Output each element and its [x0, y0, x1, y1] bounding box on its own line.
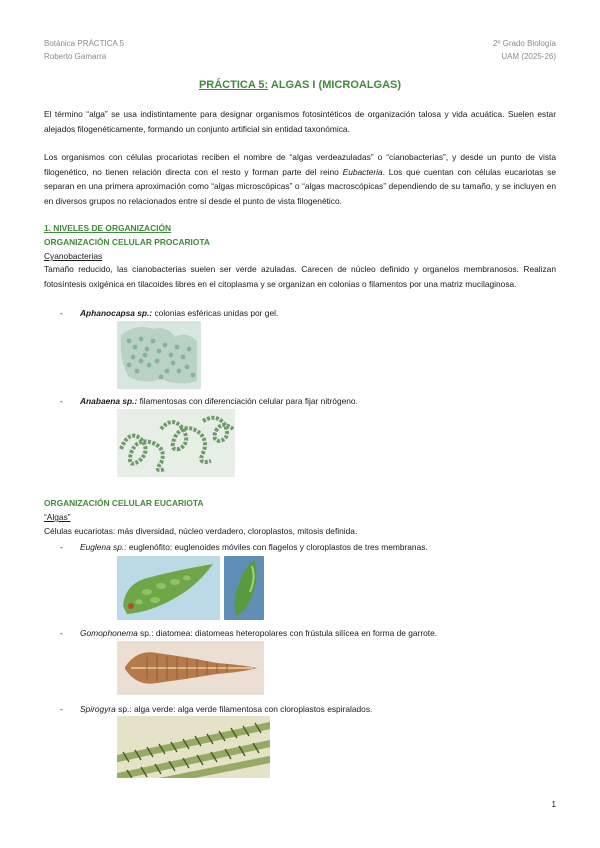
sub-cyanobacterias: Cyanobacterias: [44, 251, 103, 261]
species-desc: sp.: alga verde: alga verde filamentosa con cloroplastos espiralados.: [115, 704, 373, 714]
bullet-dash: -: [60, 308, 63, 318]
header-right: [493, 37, 556, 63]
species-name: Euglena sp.:: [80, 542, 127, 552]
title-prefix: PRÁCTICA 5:: [198, 79, 269, 91]
title-main: ALGAS I (MICROALGAS): [270, 79, 402, 91]
bullet-dash: -: [60, 704, 63, 714]
species-name: Gomophonema: [80, 628, 138, 638]
intro-p2-italic: Eubacteria: [342, 166, 383, 177]
sub-algas: “Algas”: [44, 512, 71, 522]
header-institution: UAM (2025-26): [501, 52, 556, 61]
list-item-anabaena: [60, 395, 358, 408]
page-title: [0, 79, 600, 91]
species-name: Aphanocapsa sp.:: [80, 308, 153, 318]
bullet-dash: -: [60, 396, 63, 406]
spirogyra-image: [117, 716, 270, 778]
anabaena-image: [117, 409, 235, 477]
header-grade: 2º Grado Biología: [493, 39, 556, 48]
gomophonema-image: [117, 641, 264, 695]
procariota-text: Tamaño reducido, las cianobacterias suelen ser verde azuladas. Carecen de núcleo definido y organelos membranosos. Realizan fotosíntesis oxigénica en tilacoides libres en el citoplasma y se organizan en colonias o filamentos por una matriz mucilaginosa.: [44, 264, 556, 289]
eucariota-text: Células eucariotas: más diversidad, núcleo verdadero, cloroplastos, mitosis definida.: [44, 526, 358, 536]
euglena-image-2: [224, 556, 264, 620]
species-desc: filamentosas con diferenciación celular para fijar nitrógeno.: [137, 396, 358, 406]
species-desc: sp.: diatomea: diatomeas heteropolares con frústula silícea en forma de garrote.: [137, 628, 438, 638]
aphanocapsa-image: [117, 321, 201, 389]
species-desc: euglenófito: euglenoides móviles con flagelos y cloroplastos de tres membranas.: [126, 542, 428, 552]
heading-eucariota: ORGANIZACIÓN CELULAR EUCARIOTA: [44, 498, 204, 508]
intro-paragraph-2: [44, 150, 556, 208]
header-author: Roberto Gamarra: [44, 52, 107, 61]
bullet-dash: -: [60, 628, 63, 638]
list-item-spirogyra: [60, 703, 372, 716]
species-desc: colonias esféricas unidas por gel.: [152, 308, 279, 318]
heading-procariota: ORGANIZACIÓN CELULAR PROCARIOTA: [44, 237, 210, 247]
intro-p2-text-b: . Los que cuentan con células eucariotas se separan en una primera aproximación como “algas microscópicas” o “algas macroscópicas” dependiendo de su tamaño, y se incluyen en en diversos grupos no relacionados entre sí desde el punto de vista filogenético.: [44, 166, 557, 206]
list-item-euglena: [60, 541, 428, 554]
page-number: 1: [551, 800, 556, 809]
list-item-gomophonema: [60, 627, 437, 640]
section-heading-niveles: 1. NIVELES DE ORGANIZACIÓN: [44, 223, 172, 233]
bullet-dash: -: [60, 542, 63, 552]
header-left: [44, 37, 124, 63]
species-name: Spirogyra: [80, 704, 116, 714]
intro-paragraph-1: El término “alga” se usa indistintamente para designar organismos fotosintéticos de organización talosa y vida acuática. Suelen estar alejados filogenéticamente, formando un conjunto artificial sin entidad taxonómica.: [44, 109, 556, 134]
list-item-aphanocapsa: [60, 307, 278, 320]
header-course: Botánica PRÁCTICA 5: [44, 39, 125, 48]
species-name: Anabaena sp.:: [80, 396, 138, 406]
intro-p2-text-a: Los organismos con células procariotas reciben el nombre de “algas verdeazuladas” o “cianobacterias”, y desde un punto de vista filogenético, no tienen relación directa con el resto y forman parte del reino: [44, 152, 556, 177]
euglena-image-1: [117, 556, 220, 620]
